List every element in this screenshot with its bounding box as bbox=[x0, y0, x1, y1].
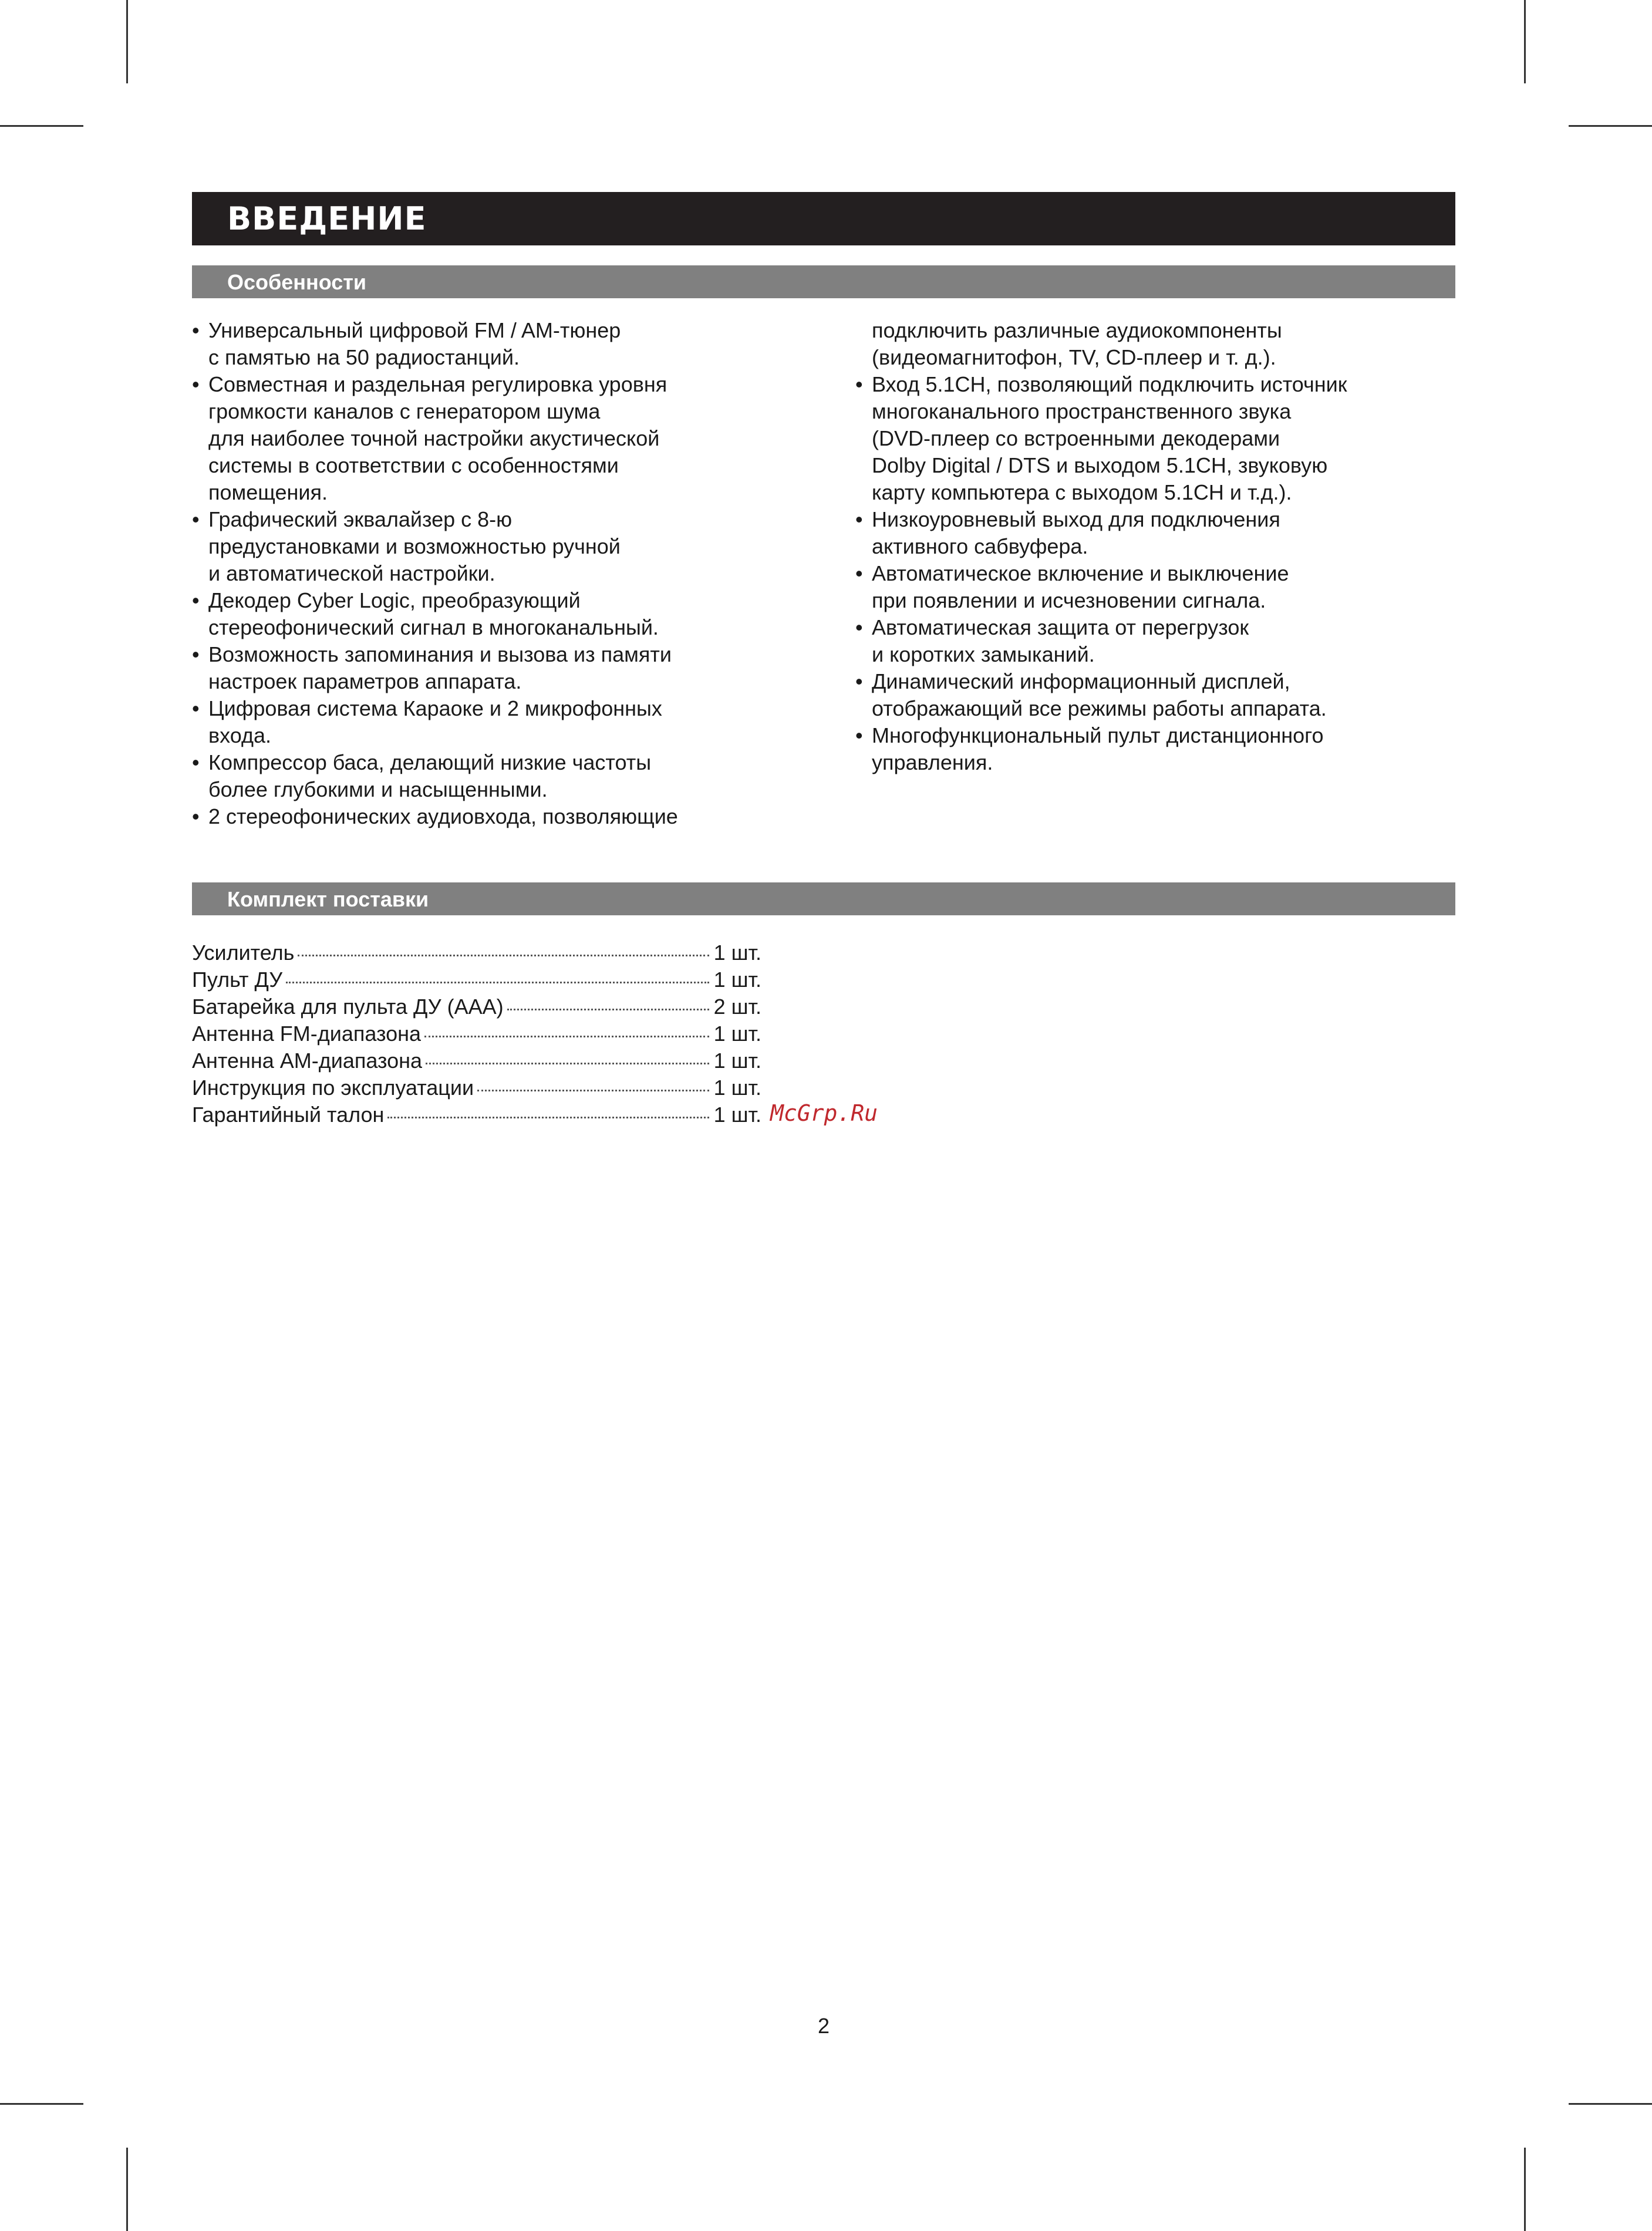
feature-line: • Вход 5.1CH, позволяющий подключить источник bbox=[872, 372, 1347, 396]
supply-item bbox=[192, 1074, 761, 1101]
supply-item bbox=[192, 939, 761, 966]
feature-line: • Компрессор баса, делающий низкие частоты bbox=[208, 750, 652, 774]
feature-item bbox=[192, 641, 803, 695]
feature-line: предустановками и возможностью ручной bbox=[208, 534, 621, 558]
supply-item-name: Батарейка для пульта ДУ (ААА) bbox=[192, 995, 504, 1019]
feature-line: отображающий все режимы работы аппарата. bbox=[872, 696, 1327, 720]
supply-item-quantity: 1 шт. bbox=[713, 1022, 761, 1046]
feature-item bbox=[855, 722, 1454, 776]
feature-line: подключить различные аудиокомпоненты bbox=[872, 318, 1282, 342]
feature-line: активного сабвуфера. bbox=[872, 534, 1088, 558]
page-title: ВВЕДЕНИЕ bbox=[227, 200, 427, 237]
feature-item bbox=[855, 560, 1454, 614]
feature-item bbox=[855, 668, 1454, 722]
supply-item-name: Антенна AM-диапазона bbox=[192, 1049, 423, 1073]
dot-leader bbox=[387, 1117, 709, 1118]
feature-item bbox=[192, 371, 803, 506]
crop-mark-top-right-vertical bbox=[1524, 0, 1526, 83]
feature-item bbox=[855, 506, 1454, 560]
supply-item-name: Инструкция по эксплуатации bbox=[192, 1076, 474, 1100]
feature-line: более глубокими и насыщенными. bbox=[208, 777, 548, 801]
feature-line: управления. bbox=[872, 750, 993, 774]
supply-item-name: Пульт ДУ bbox=[192, 968, 283, 992]
feature-line: и автоматической настройки. bbox=[208, 561, 495, 585]
feature-line: • Динамический информационный дисплей, bbox=[872, 669, 1290, 693]
supply-item-name: Гарантийный талон bbox=[192, 1103, 385, 1127]
feature-line: • Универсальный цифровой FM / AM-тюнер bbox=[208, 318, 621, 342]
supply-heading-bar bbox=[192, 882, 1455, 915]
crop-mark-bottom-left-vertical bbox=[126, 2148, 128, 2231]
feature-line: и коротких замыканий. bbox=[872, 642, 1095, 666]
supply-item bbox=[192, 1101, 761, 1128]
feature-line: карту компьютера с выходом 5.1CH и т.д.). bbox=[872, 480, 1292, 504]
dot-leader bbox=[298, 955, 709, 956]
feature-item bbox=[192, 317, 803, 371]
supply-item-name: Усилитель bbox=[192, 941, 295, 965]
crop-mark-top-right-horizontal bbox=[1569, 125, 1652, 127]
feature-line: с памятью на 50 радиостанций. bbox=[208, 345, 520, 369]
feature-line: для наиболее точной настройки акустической bbox=[208, 426, 660, 450]
dot-leader bbox=[286, 982, 709, 983]
page-title-bar bbox=[192, 192, 1455, 245]
dot-leader bbox=[507, 1009, 709, 1010]
supply-item bbox=[192, 966, 761, 993]
feature-line: • Автоматическое включение и выключение bbox=[872, 561, 1289, 585]
crop-mark-bottom-right-horizontal bbox=[1569, 2103, 1652, 2105]
feature-line: • Совместная и раздельная регулировка уровня bbox=[208, 372, 667, 396]
feature-line: • Графический эквалайзер с 8-ю bbox=[208, 507, 513, 531]
feature-line: помещения. bbox=[208, 480, 328, 504]
feature-line: системы в соответствии с особенностями bbox=[208, 453, 619, 477]
feature-line: • Низкоуровневый выход для подключения bbox=[872, 507, 1280, 531]
supply-item bbox=[192, 1020, 761, 1047]
feature-line: многоканального пространственного звука bbox=[872, 399, 1292, 423]
supply-item bbox=[192, 1047, 761, 1074]
feature-line: • Многофункциональный пульт дистанционного bbox=[872, 723, 1324, 747]
feature-line: • Цифровая система Караоке и 2 микрофонных bbox=[208, 696, 662, 720]
supply-item-quantity: 1 шт. bbox=[713, 968, 761, 992]
feature-line: (DVD-плеер со встроенными декодерами bbox=[872, 426, 1280, 450]
supply-heading: Комплект поставки bbox=[227, 887, 429, 911]
feature-line: стереофонический сигнал в многоканальный. bbox=[208, 615, 659, 639]
supply-item bbox=[192, 993, 761, 1020]
feature-line: • Возможность запоминания и вызова из памяти bbox=[208, 642, 672, 666]
feature-line: при появлении и исчезновении сигнала. bbox=[872, 588, 1266, 612]
feature-item bbox=[192, 749, 803, 803]
crop-mark-top-left-horizontal bbox=[0, 125, 83, 127]
feature-item bbox=[192, 695, 803, 749]
feature-line: • Автоматическая защита от перегрузок bbox=[872, 615, 1249, 639]
feature-item bbox=[855, 614, 1454, 668]
feature-item bbox=[855, 317, 1454, 371]
crop-mark-bottom-right-vertical bbox=[1524, 2148, 1526, 2231]
supply-item-quantity: 1 шт. bbox=[713, 1103, 761, 1127]
supply-item-name: Антенна FM-диапазона bbox=[192, 1022, 422, 1046]
feature-line: Dolby Digital / DTS и выходом 5.1CH, звуковую bbox=[872, 453, 1328, 477]
feature-line: • 2 стереофонических аудиовхода, позволяющие bbox=[208, 804, 678, 828]
feature-item bbox=[855, 371, 1454, 506]
feature-item bbox=[192, 506, 803, 587]
crop-mark-bottom-left-horizontal bbox=[0, 2103, 83, 2105]
feature-line: входа. bbox=[208, 723, 271, 747]
feature-line: громкости каналов с генератором шума bbox=[208, 399, 601, 423]
feature-line: (видеомагнитофон, TV, CD-плеер и т. д.). bbox=[872, 345, 1276, 369]
dot-leader bbox=[426, 1063, 709, 1064]
feature-line: • Декодер Cyber Logic, преобразующий bbox=[208, 588, 581, 612]
features-heading: Особенности bbox=[227, 270, 367, 294]
supply-item-quantity: 1 шт. bbox=[713, 941, 761, 965]
feature-line: настроек параметров аппарата. bbox=[208, 669, 522, 693]
feature-item bbox=[192, 803, 803, 830]
watermark: McGrp.Ru bbox=[770, 1100, 878, 1126]
supply-list bbox=[192, 939, 761, 1128]
supply-item-quantity: 1 шт. bbox=[713, 1076, 761, 1100]
features-heading-bar bbox=[192, 265, 1455, 298]
page-number: 2 bbox=[818, 2014, 830, 2038]
dot-leader bbox=[424, 1036, 709, 1037]
feature-item bbox=[192, 587, 803, 641]
supply-item-quantity: 1 шт. bbox=[713, 1049, 761, 1073]
features-list-right bbox=[855, 317, 1454, 776]
crop-mark-top-left-vertical bbox=[126, 0, 128, 83]
supply-item-quantity: 2 шт. bbox=[713, 995, 761, 1019]
dot-leader bbox=[477, 1090, 709, 1091]
features-list-left bbox=[192, 317, 803, 830]
